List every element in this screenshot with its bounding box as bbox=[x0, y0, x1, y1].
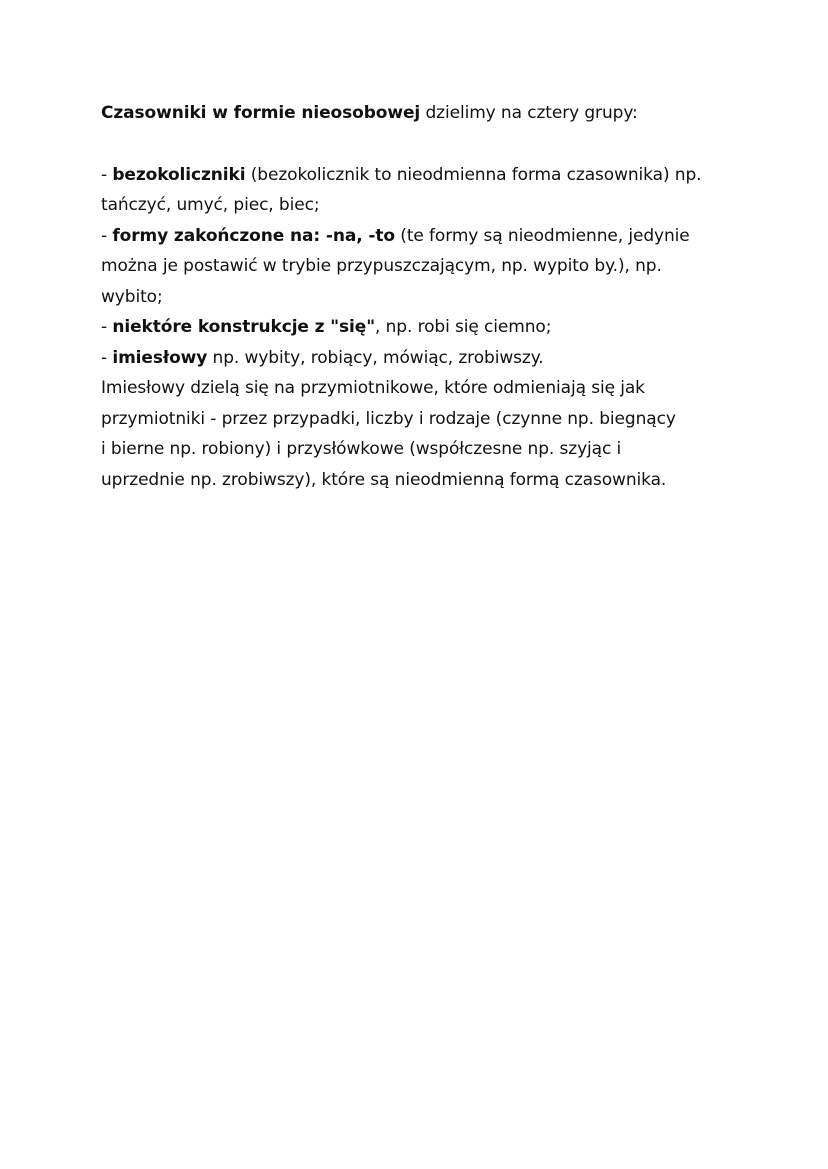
item1-line2: tańczyć, umyć, piec, biec; bbox=[101, 195, 320, 215]
item4-bold: imiesłowy bbox=[112, 347, 208, 368]
item2-line1 bbox=[101, 221, 741, 252]
document-body bbox=[101, 98, 741, 495]
intro-bold: Czasowniki w formie nieosobowej bbox=[101, 103, 421, 123]
item1-line1 bbox=[101, 160, 741, 191]
item1-rest: (bezokolicznik to nieodmienna forma czasownika) np. bbox=[245, 164, 702, 185]
item4-line bbox=[101, 343, 741, 374]
intro-line bbox=[101, 98, 741, 129]
item2-line3: wybito; bbox=[101, 286, 163, 307]
item3-dash: - bbox=[101, 317, 113, 337]
item2-dash: - bbox=[101, 225, 113, 246]
item2-rest: (te formy są nieodmienne, jedynie bbox=[394, 225, 690, 246]
paragraph-line3: i bierne np. robiony) i przysłówkowe (współczesne np. szyjąc i bbox=[101, 439, 622, 459]
item1-dash: - bbox=[101, 164, 113, 185]
paragraph-line1: Imiesłowy dzielą się na przymiotnikowe, które odmieniają się jak bbox=[101, 378, 645, 398]
item3-bold: niektóre konstrukcje z "się" bbox=[112, 317, 375, 337]
paragraph-line4: uprzednie np. zrobiwszy), które są nieodmienną formą czasownika. bbox=[101, 469, 667, 490]
item4-dash: - bbox=[101, 347, 113, 368]
item4-rest: np. wybity, robiący, mówiąc, zrobiwszy. bbox=[207, 347, 544, 368]
intro-rest: dzielimy na cztery grupy: bbox=[420, 103, 638, 123]
item1-bold: bezokoliczniki bbox=[112, 164, 246, 185]
item3-rest: , np. robi się ciemno; bbox=[374, 317, 552, 337]
item2-line2: można je postawić w trybie przypuszczającym, np. wypito by.), np. bbox=[101, 256, 662, 276]
item3-line bbox=[101, 312, 741, 343]
paragraph-line2: przymiotniki - przez przypadki, liczby i rodzaje (czynne np. biegnący bbox=[101, 408, 676, 429]
blank-line bbox=[101, 129, 741, 160]
item2-bold: formy zakończone na: -na, -to bbox=[112, 225, 395, 246]
